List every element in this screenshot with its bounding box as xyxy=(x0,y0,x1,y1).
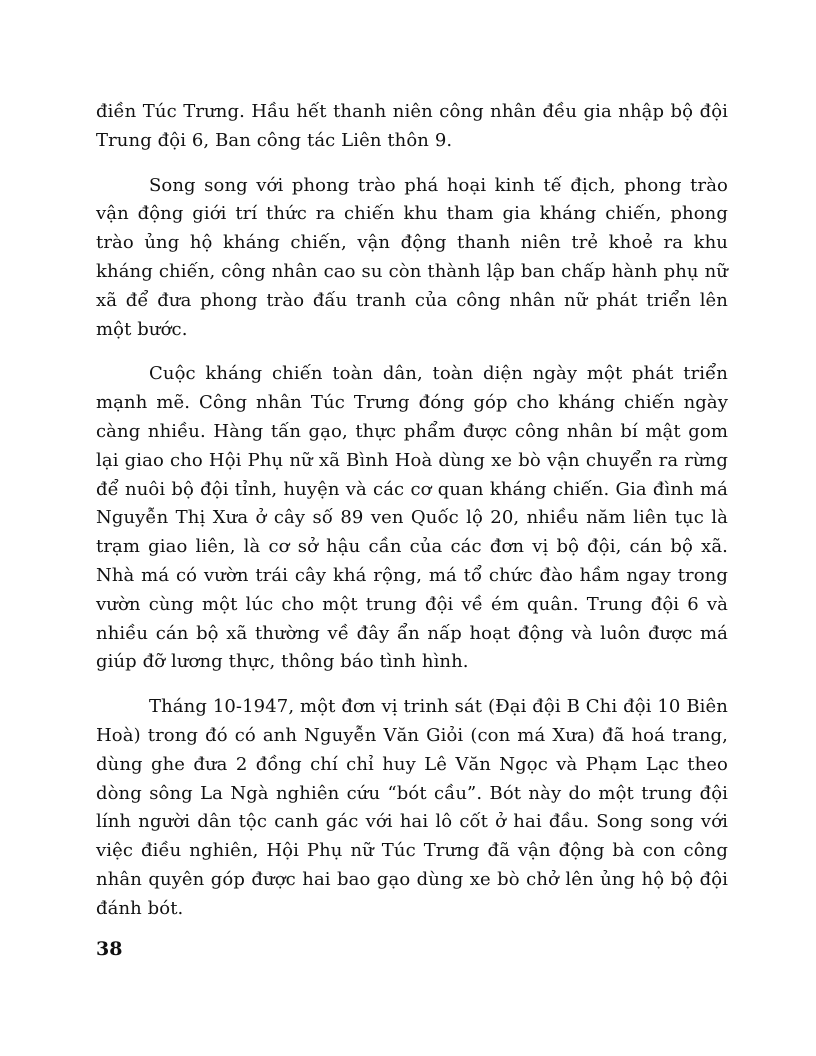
page-number: 38 xyxy=(96,938,123,960)
paragraph-resistance-war: Cuộc kháng chiến toàn dân, toàn diện ngày một phát triển mạnh mẽ. Công nhân Túc Trưng đóng góp cho kháng chiến ngày càng nhiều. Hàng tấn gạo, thực phẩm được công nhân bí mật gom lại giao cho Hội Phụ nữ xã Bình Hoà dùng xe bò vận chuyển ra rừng để nuôi bộ đội tỉnh, huyện và các cơ quan kháng chiến. Gia đình má Nguyễn Thị Xưa ở cây số 89 ven Quốc lộ 20, nhiều năm liên tục là trạm giao liên, là cơ sở hậu cần của các đơn vị bộ đội, cán bộ xã. Nhà má có vườn trái cây khá rộng, má tổ chức đào hầm ngay trong vườn cùng một lúc cho một trung đội về ém quân. Trung đội 6 và nhiều cán bộ xã thường về đây ẩn nấp hoạt động và luôn được má giúp đỡ lương thực, thông báo tình hình. xyxy=(96,363,728,673)
paragraph-continuation: điền Túc Trưng. Hầu hết thanh niên công nhân đều gia nhập bộ đội Trung đội 6, Ban công tác Liên thôn 9. xyxy=(96,101,728,151)
paragraph-reconnaissance: Tháng 10-1947, một đơn vị trinh sát (Đại đội B Chi đội 10 Biên Hoà) trong đó có anh Nguyễn Văn Giỏi (con má Xưa) đã hoá trang, dùng ghe đưa 2 đồng chí chỉ huy Lê Văn Ngọc và Phạm Lạc theo dòng sông La Ngà nghiên cứu “bót cầu”. Bót này do một trung đội lính người dân tộc canh gác với hai lô cốt ở hai đầu. Song song với việc điều nghiên, Hội Phụ nữ Túc Trưng đã vận động bà con công nhân quyên góp được hai bao gạo dùng xe bò chở lên ủng hộ bộ đội đánh bót. xyxy=(96,696,728,919)
paragraph-economic-sabotage: Song song với phong trào phá hoại kinh tế địch, phong trào vận động giới trí thức ra chiến khu tham gia kháng chiến, phong trào ủng hộ kháng chiến, vận động thanh niên trẻ khoẻ ra khu kháng chiến, công nhân cao su còn thành lập ban chấp hành phụ nữ xã để đưa phong trào đấu tranh của công nhân nữ phát triển lên một bước. xyxy=(96,174,728,340)
body-text xyxy=(96,98,728,940)
